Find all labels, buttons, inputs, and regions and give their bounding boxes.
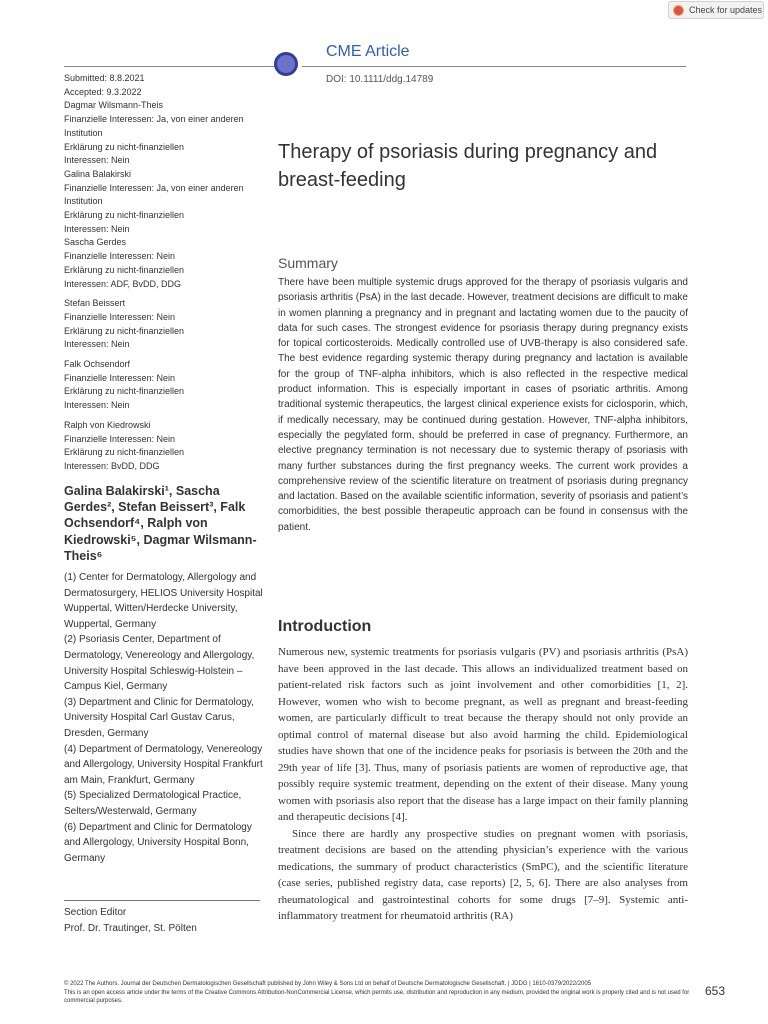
meta-line: Erklärung zu nicht-finanziellen: [64, 386, 185, 397]
page-number: 653: [705, 984, 726, 998]
meta-line: Ralph von Kiedrowski: [64, 419, 151, 430]
meta-line: Interessen: Nein: [64, 400, 130, 411]
meta-line: Accepted: 9.3.2022: [64, 86, 142, 97]
section-editor: [64, 905, 197, 937]
meta-line: Finanzielle Interessen: Nein: [64, 251, 176, 262]
submission-and-disclosures: [64, 72, 264, 474]
summary-heading: Summary: [278, 255, 338, 271]
meta-line: Submitted: 8.8.2021: [64, 73, 145, 83]
article-title: Therapy of psoriasis during pregnancy and breast-feeding: [278, 141, 658, 191]
introduction-heading: Introduction: [278, 618, 372, 635]
meta-line: Institution: [64, 127, 103, 138]
affiliation: (4) Department of Dermatology, Venereology and Allergology, University Hospital Frankfurt am Main, Frankfurt, Germany: [64, 743, 263, 786]
meta-line: Interessen: Nein: [64, 223, 130, 234]
meta-line: Erklärung zu nicht-finanziellen: [64, 210, 185, 221]
header-rule-left: [64, 66, 276, 67]
meta-line: Finanzielle Interessen: Ja, von einer anderen: [64, 114, 244, 125]
affiliation: (1) Center for Dermatology, Allergology and Dermatosurgery, HELIOS University Hospital Wuppertal, Witten/Herdecke University, Wuppertal, Germany: [64, 572, 263, 630]
summary-text: There have been multiple systemic drugs approved for the therapy of psoriasis vulgaris and psoriasis arthritis (PsA) in the last decade. However, treatment decisions are difficult to make in women planning a pregnancy and in pregnant and lactating women due to the paucity of data for such cases. The strongest evidence for psoriasis therapy during pregnancy exists for topical corticosteroids. Medically controlled use of UVB-therapy is also considered safe. The best evidence regarding systemic therapy during pregnancy and lactation is available for the group of TNF-alpha inhibitors, which is also reflected in the respective medical product information. This is especially important in cases of psoriatic arthritis. Among traditional systemic therapeutics, the largest clinical experience exists for ciclosporin, which, if medically necessary, may be continued during gestation. However, TNF-alpha inhibitors, especially the pegylated form, should be preferred in case of pregnancy. Furthermore, an elective pregnancy termination is not necessary due to systemic therapy of psoriasis with many further substances during the first pregnancy weeks. The current work provides a comprehensive review of the scientific literature on treatment of psoriasis during pregnancy and lactation. Based on the available scientific information, severity of psoriasis and patient’s comorbidities, the best possible therapeutic approach can be found in consensus with the patient.: [278, 277, 688, 533]
license-line: This is an open access article under the terms of the Creative Commons Attribution-NonCommercial License, which permits use, distribution and reproduction in any medium, provided the original work is properly cited and is not used for commercial purposes.: [64, 989, 690, 1005]
meta-line: Institution: [64, 196, 103, 207]
meta-line: Finanzielle Interessen: Ja, von einer anderen: [64, 182, 244, 193]
header-rule-right: [302, 66, 686, 67]
affiliations: [64, 570, 268, 866]
meta-line: Interessen: Nein: [64, 339, 130, 350]
section-marker-icon: [274, 52, 298, 76]
copyright-line: © 2022 The Authors. Journal der Deutschen Dermatologischen Gesellschaft published by John Wiley & Sons Ltd on behalf of Deutsche Dermatologische Gesellschaft. | JDDG | 1610-0379/2022/2005: [64, 981, 592, 987]
meta-line: Sascha Gerdes: [64, 237, 127, 248]
meta-line: Interessen: Nein: [64, 155, 130, 166]
meta-line: Finanzielle Interessen: Nein: [64, 372, 176, 383]
check-for-updates-label: Check for updates: [689, 5, 763, 15]
meta-line: Erklärung zu nicht-finanziellen: [64, 325, 185, 336]
affiliation: (3) Department and Clinic for Dermatology, University Hospital Carl Gustav Carus, Dresden, Germany: [64, 696, 254, 739]
affiliation: (5) Specialized Dermatological Practice, Selters/Westerwald, Germany: [64, 790, 242, 817]
paragraph: Since there are hardly any prospective studies on pregnant women with psoriasis, treatment decisions are based on the attending physician’s experience with the various medications, the summary of product characteristics (SmPC), and the scientific literature (case series, published registry data, case reports) [2, 5, 6]. There are also analyses from rheumatological and gastrointestinal cohorts for some drugs [7–9]. Systemic anti-inflammatory treatment for rheumatoid arthritis (RA): [278, 827, 688, 922]
author-list: Galina Balakirski¹, Sascha Gerdes², Stefan Beissert³, Falk Ochsendorf⁴, Ralph von Kiedrowski⁵, Dagmar Wilsmann-Theis⁶: [64, 484, 257, 563]
copyright-footer: [64, 980, 690, 1006]
meta-line: Stefan Beissert: [64, 298, 126, 309]
meta-line: Erklärung zu nicht-finanziellen: [64, 447, 185, 458]
meta-line: Erklärung zu nicht-finanziellen: [64, 141, 185, 152]
section-label: CME Article: [326, 43, 410, 60]
meta-line: Finanzielle Interessen: Nein: [64, 311, 176, 322]
meta-line: Galina Balakirski: [64, 168, 132, 179]
affiliation: (2) Psoriasis Center, Department of Dermatology, Venereology and Allergology, University Hospital Schleswig-Holstein – Campus Kiel, Germany: [64, 634, 255, 693]
meta-line: Interessen: ADF, BvDD, DDG: [64, 278, 182, 289]
introduction-body: [278, 644, 688, 925]
check-for-updates-button[interactable]: [668, 1, 764, 19]
meta-line: Finanzielle Interessen: Nein: [64, 433, 176, 444]
meta-line: Interessen: BvDD, DDG: [64, 460, 160, 471]
crossmark-icon: [673, 5, 684, 16]
editor-rule: [64, 900, 260, 901]
meta-line: Falk Ochsendorf: [64, 359, 131, 370]
section-editor-label: Section Editor: [64, 907, 127, 918]
doi: DOI: 10.1111/ddg.14789: [326, 74, 434, 85]
paragraph: Numerous new, systemic treatments for psoriasis vulgaris (PV) and psoriasis arthritis (PsA) have been approved in the last decade. This allows an individualized treatment based on patient-related risk factors such as joint involvement and other comorbidities [1, 2]. However, women who wish to become pregnant, as well as pregnant and breast-feeding women, are particularly difficult to treat because the therapy should not only provide an optimal control of maternal disease but also avoid harming the child. Epidemiological studies have shown that one of the incidence peaks for psoriasis is between the 20th and the 29th year of life [3]. Thus, many of psoriasis patients are women of reproductive age, that possibly require systemic treatment, depending on the extent of their disease. Many young women with psoriasis also report that the disease has a large impact on their family planning and therapeutic decisions [4].: [278, 646, 688, 823]
meta-line: Erklärung zu nicht-finanziellen: [64, 264, 185, 275]
meta-line: Dagmar Wilsmann-Theis: [64, 100, 164, 111]
section-editor-name: Prof. Dr. Trautinger, St. Pölten: [64, 923, 197, 934]
affiliation: (6) Department and Clinic for Dermatology and Allergology, University Hospital Bonn, Germany: [64, 821, 252, 864]
